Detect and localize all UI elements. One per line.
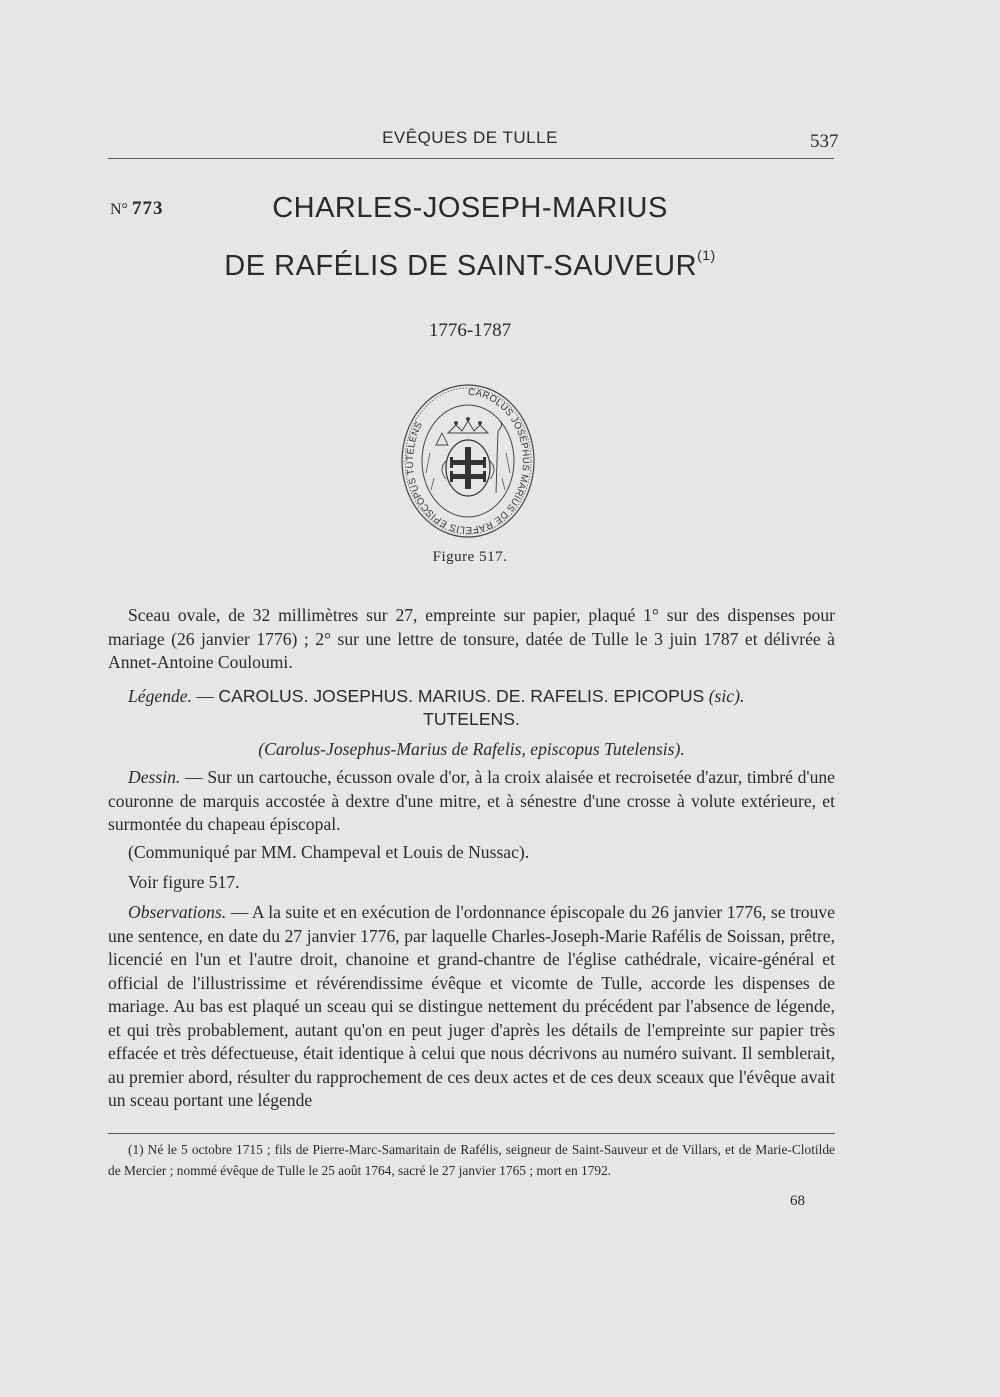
paragraph-communique: (Communiqué par MM. Champeval et Louis de Nussac). bbox=[128, 842, 530, 862]
paragraph-seal-description: Sceau ovale, de 32 millimètres sur 27, empreinte sur papier, plaqué 1° sur des dispenses pour mariage (26 janvier 1776) ; 2° sur une lettre de tonsure, datée de Tulle le 3 juin 1787 et délivrée à Annet-Antoine Couloumi. bbox=[108, 605, 835, 672]
footnote: (1) Né le 5 octobre 1715 ; fils de Pierre-Marc-Samaritain de Rafélis, seigneur de Saint-Sauveur et de Villars, et de Marie-Clotilde de Mercier ; nommé évêque de Tulle le 25 août 1764, sacré le 27 janvier 1765 ; mort en 1792. bbox=[108, 1142, 835, 1178]
paragraph-legende bbox=[108, 685, 835, 709]
observations-label: Observations. bbox=[128, 902, 227, 922]
entry-number-value: 773 bbox=[131, 198, 164, 219]
header-rule bbox=[108, 158, 834, 159]
legende-text: CAROLUS. JOSEPHUS. MARIUS. DE. RAFELIS. EPICOPUS bbox=[218, 686, 705, 706]
paragraph-dessin bbox=[108, 766, 835, 837]
printer-signature: 68 bbox=[790, 1193, 805, 1209]
paragraph-observations bbox=[108, 901, 835, 1113]
footnote-reference: (1) bbox=[697, 247, 716, 264]
figure-caption: Figure 517. bbox=[432, 549, 508, 565]
legende-label: Légende. bbox=[128, 686, 193, 706]
footnote-rule bbox=[108, 1133, 835, 1134]
entry-title-line2-text: DE RAFÉLIS DE SAINT-SAUVEUR bbox=[224, 250, 698, 282]
seal-image bbox=[400, 383, 536, 539]
running-title: EVÊQUES DE TULLE bbox=[382, 128, 558, 147]
dessin-text: — Sur un cartouche, écusson ovale d'or, à la croix alaisée et recroisetée d'azur, timbré d'une couronne de marquis accostée à dextre d'une mitre, et à sénestre d'une crosse à volute extérieure, et surmontée du chapeau épiscopal. bbox=[108, 767, 835, 834]
legende-sic: (sic). bbox=[704, 686, 745, 706]
observations-text: — A la suite et en exécution de l'ordonnance épiscopale du 26 janvier 1776, se trouve une sentence, en date du 27 janvier 1776, par laquelle Charles-Joseph-Marie Rafélis de Soissan, prêtre, licencié en l'un et l'autre droit, chanoine et grand-chantre de l'église cathédrale, vicaire-général et official de l'illustrissime et révérendissime évêque et vicomte de Tulle, accorde les dispenses de mariage. Au bas est plaqué un sceau qui se distingue nettement du précédent par l'absence de légende, et qui très probablement, autant qu'on en peut juger d'après les détails de l'empreinte sur papier très effacée et très défectueuse, était identique à celui que nous décrivons au numéro suivant. Il semblerait, au premier abord, résulter du rapprochement de ces deux actes et de ces deux sceaux que l'évêque avait un sceau portant une légende bbox=[108, 902, 835, 1110]
legende-dash: — bbox=[192, 686, 219, 706]
entry-number-prefix: N° bbox=[110, 201, 128, 218]
page-number: 537 bbox=[810, 131, 839, 152]
seal-legend: CAROLUS JOSEPHUS MARIUS DE RAFELIS EPISCOPUS TUTELENS bbox=[404, 386, 531, 536]
entry-title-line2 bbox=[0, 247, 940, 283]
paragraph-voir-figure: Voir figure 517. bbox=[128, 872, 240, 892]
legende-expanded: (Carolus-Josephus-Marius de Rafelis, episcopus Tutelensis). bbox=[258, 739, 685, 759]
entry-title-line1: CHARLES-JOSEPH-MARIUS bbox=[272, 192, 668, 224]
entry-dates: 1776-1787 bbox=[428, 320, 512, 341]
dessin-label: Dessin. bbox=[128, 767, 181, 787]
legende-line2: TUTELENS. bbox=[423, 709, 520, 729]
